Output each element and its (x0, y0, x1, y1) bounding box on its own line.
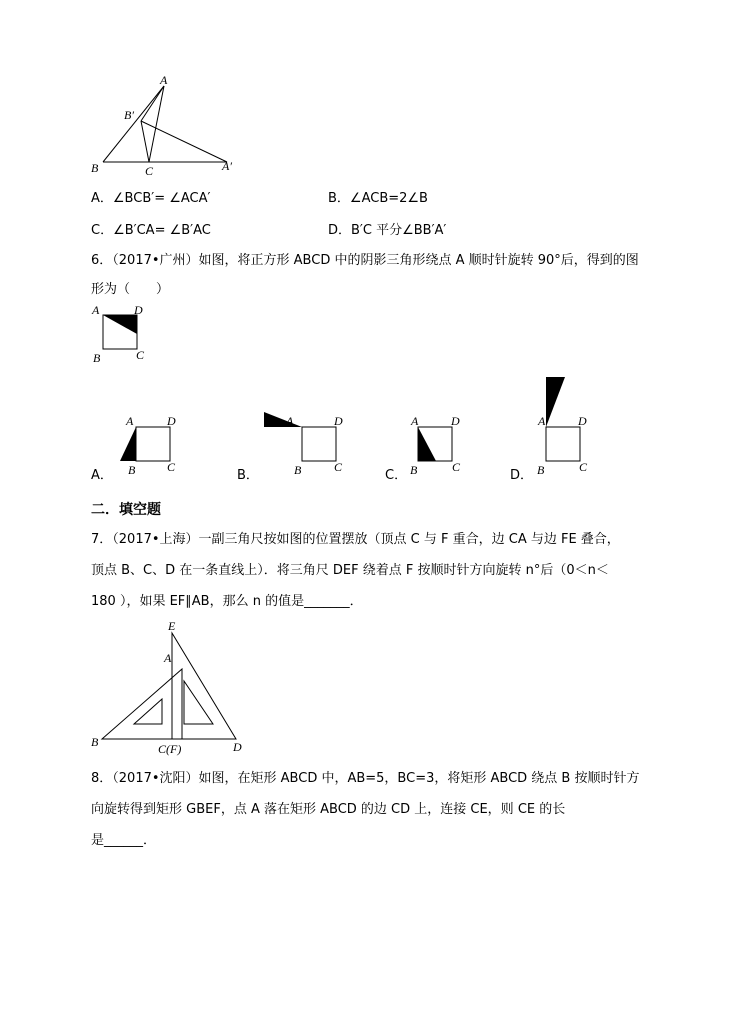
q6-b-label-a: A (286, 414, 294, 428)
q6-label-d: D (134, 303, 143, 317)
option-letter: A． (91, 191, 113, 206)
q6-b-label-b: B (294, 463, 302, 477)
option-text: B′C 平分∠BB′A′ (351, 223, 447, 238)
option-letter: D． (328, 223, 352, 238)
q6-a-label-d: D (167, 414, 176, 428)
q6-choice-b-letter[interactable]: B． (237, 468, 259, 483)
q6-label-a: A (92, 303, 100, 317)
option-letter: C． (91, 223, 114, 238)
q6-label-c: C (136, 348, 145, 362)
q6-b-label-c: C (334, 460, 343, 474)
q6-a-label-c: C (167, 460, 176, 474)
q5-label-b: B (91, 161, 99, 175)
q6-d-label-c: C (579, 460, 588, 474)
q6-choice-c-figure[interactable] (402, 410, 482, 478)
q6-c-label-b: B (410, 463, 418, 477)
q8-stem-line-3: 是______． (91, 833, 157, 848)
q6-label-b: B (93, 351, 101, 365)
q8-stem-line-2: 向旋转得到矩形 GBEF，点 A 落在矩形 ABCD 的边 CD 上，连接 CE，则 CE 的长 (91, 802, 566, 817)
q5-triangle-figure (86, 74, 246, 180)
q6-c-label-c: C (452, 460, 461, 474)
q8-stem-line-1: 8．（2017•沈阳）如图，在矩形 ABCD 中，AB=5，BC=3，将矩形 ABCD 绕点 B 按顺时针方 (91, 771, 640, 786)
option-text: ∠B′CA= ∠B′AC (113, 223, 211, 238)
q7-label-e: E (168, 619, 176, 633)
q5-label-a: A (160, 73, 168, 87)
q5-option-c[interactable] (91, 219, 211, 238)
q6-square-figure (88, 300, 154, 368)
section-heading-fill-in: 二．填空题 (91, 502, 161, 518)
q7-label-d: D (233, 740, 242, 754)
q5-option-b[interactable] (328, 187, 428, 206)
q6-stem-line-2: 形为（ ） (91, 282, 170, 297)
q6-choice-c-letter[interactable]: C． (385, 468, 408, 483)
q6-stem-line-1: 6．（2017•广州）如图，将正方形 ABCD 中的阴影三角形绕点 A 顺时针旋转 90°后，得到的图 (91, 253, 639, 268)
option-text: ∠ACB=2∠B (349, 191, 428, 206)
q6-choice-a-letter[interactable]: A． (91, 468, 113, 483)
option-letter: B． (328, 191, 350, 206)
q6-choice-d-letter[interactable]: D． (510, 468, 534, 483)
q6-choice-d-figure[interactable] (528, 373, 598, 478)
q7-stem-line-3: 180 ），如果 EF∥AB，那么 n 的值是_______． (91, 594, 363, 609)
q6-d-label-d: D (578, 414, 587, 428)
q7-stem-line-1: 7．（2017•上海）一副三角尺按如图的位置摆放（顶点 C 与 F 重合，边 CA 与边 FE 叠合， (91, 532, 620, 547)
q7-label-b: B (91, 735, 99, 749)
q7-set-squares-figure (88, 616, 258, 756)
q5-label-a-prime: A′ (222, 159, 232, 173)
q6-choice-b-figure[interactable] (256, 410, 356, 478)
q6-choice-a-figure[interactable] (110, 410, 190, 478)
q5-label-c: C (145, 164, 154, 178)
q7-label-a: A (164, 651, 172, 665)
q6-d-label-b: B (537, 463, 545, 477)
option-text: ∠BCB′= ∠ACA′ (112, 191, 211, 206)
q6-c-label-a: A (411, 414, 419, 428)
q6-a-label-a: A (126, 414, 134, 428)
q7-stem-line-2: 顶点 B、C、D 在一条直线上）．将三角尺 DEF 绕着点 F 按顺时针方向旋转 n°后（0＜n＜ (91, 563, 609, 578)
q5-label-b-prime: B′ (124, 108, 134, 122)
q5-option-a[interactable] (91, 187, 210, 206)
q6-c-label-d: D (451, 414, 460, 428)
q6-d-label-a: A (538, 414, 546, 428)
q7-label-cf: C(F) (158, 742, 182, 756)
q6-b-label-d: D (334, 414, 343, 428)
q5-option-d[interactable] (328, 219, 446, 238)
q6-a-label-b: B (128, 463, 136, 477)
